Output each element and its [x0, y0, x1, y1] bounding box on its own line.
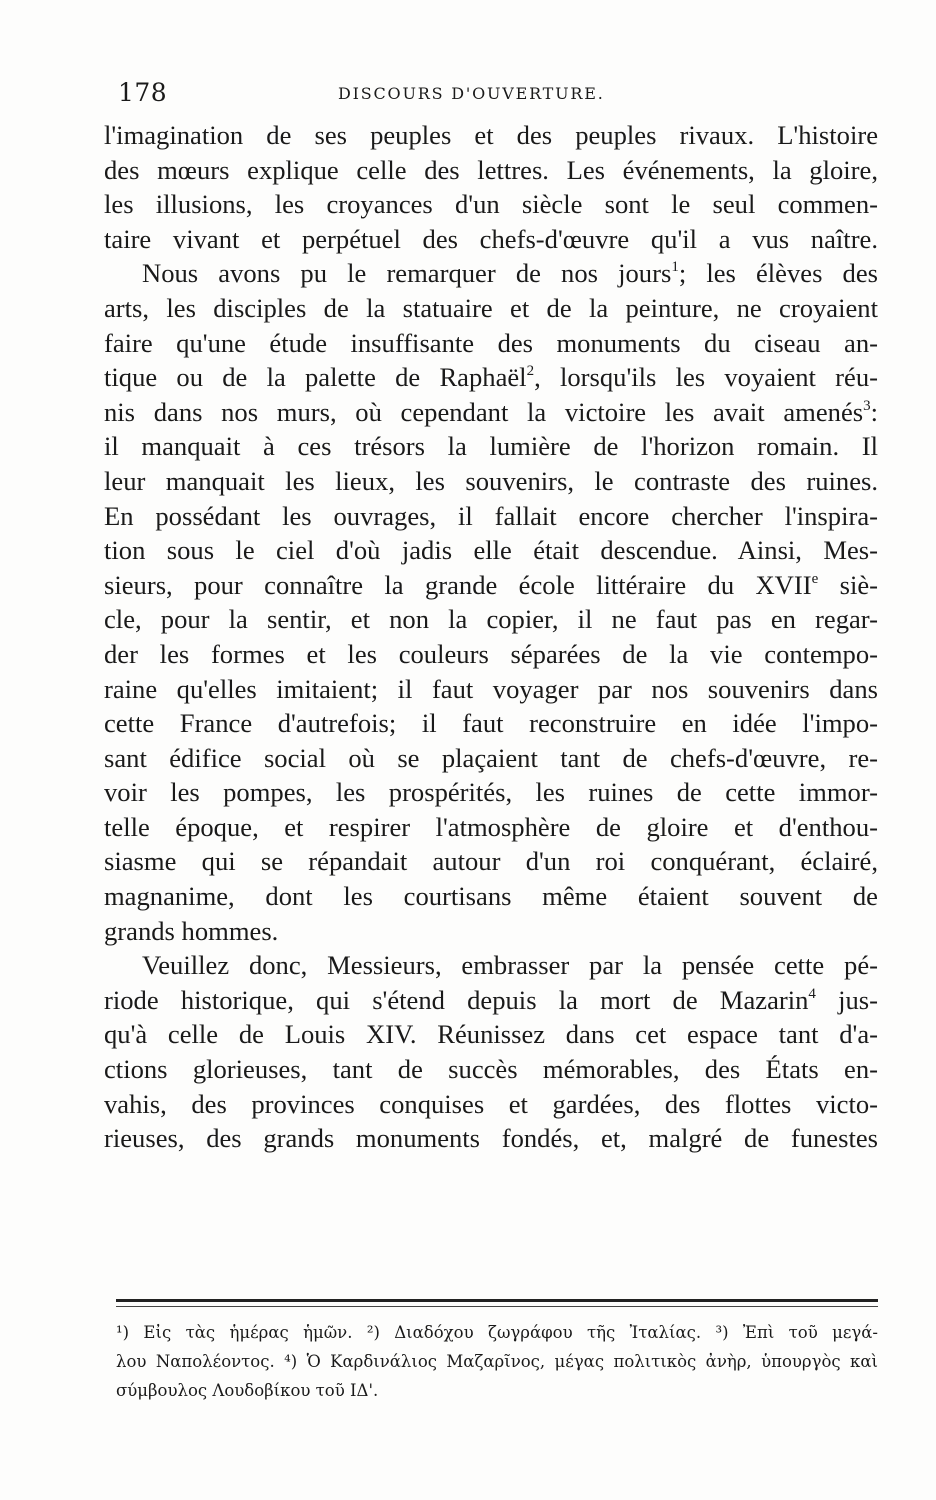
text-line: il manquait à ces trésors la lumière de l'horizon romain. Il — [104, 431, 878, 462]
text-line: der les formes et les couleurs séparées de la vie contempo- — [104, 638, 878, 669]
footnote-divider — [116, 1299, 878, 1302]
text-line — [104, 395, 878, 430]
text-line: tion sous le ciel d'où jadis elle était descendue. Ainsi, Mes- — [104, 535, 878, 566]
text-line: cle, pour la sentir, et non la copier, il ne faut pas en regar- — [104, 604, 878, 635]
footnote-line: σύμβουλος Λουδοβίκου τοῦ ΙΔ'. — [116, 1381, 379, 1400]
text-segment: sieurs, pour connaître la grande école littéraire du XVII — [104, 569, 812, 600]
text-segment: , lorsqu'ils les voyaient réu- — [534, 362, 878, 393]
text-line: vahis, des provinces conquises et gardées, des flottes victo- — [104, 1088, 878, 1119]
text-line: magnanime, dont les courtisans même étaient souvent de — [104, 881, 878, 912]
text-line: telle époque, et respirer l'atmosphère de gloire et d'enthou- — [104, 811, 878, 842]
text-line: faire qu'une étude insuffisante des monuments du ciseau an- — [104, 327, 878, 358]
text-line — [104, 983, 878, 1018]
text-line: grands hommes. — [104, 915, 279, 946]
text-segment: ; les élèves des — [678, 258, 878, 289]
text-segment: nis dans nos murs, où cependant la victoire les avait amenés — [104, 396, 864, 427]
text-segment: riode historique, qui s'étend depuis la mort de Mazarin — [104, 984, 809, 1015]
footnotes — [116, 1318, 878, 1405]
text-line: leur manquait les lieux, les souvenirs, le contraste des ruines. — [104, 465, 878, 496]
running-head: DISCOURS D'OUVERTURE. — [338, 84, 605, 103]
text-line: rieuses, des grands monuments fondés, et, malgré de funestes — [104, 1123, 878, 1154]
text-line: arts, les disciples de la statuaire et de la peinture, ne croyaient — [104, 292, 878, 323]
text-line: taire vivant et perpétuel des chefs-d'œuvre qu'il a vus naître. — [104, 223, 878, 254]
footnote-line: λου Ναπολέοντος. ⁴) Ὁ Καρδινάλιος Μαζαρῖνος, μέγας πολιτικὸς ἀνὴρ, ὑπουργὸς καὶ — [116, 1352, 878, 1371]
text-segment: : — [870, 396, 878, 427]
text-line: siasme qui se répandait autour d'un roi conquérant, éclairé, — [104, 846, 878, 877]
text-line — [104, 360, 878, 395]
text-segment: Nous avons pu le remarquer de nos jours — [142, 258, 672, 289]
footnote-divider-thin — [116, 1306, 878, 1307]
text-line — [104, 568, 878, 603]
text-segment: jus- — [815, 984, 878, 1015]
page-header — [118, 78, 878, 110]
footnote-ref: 4 — [808, 985, 816, 1002]
text-line: sant édifice social où se plaçaient tant de chefs-d'œuvre, re- — [104, 742, 878, 773]
text-line: cette France d'autrefois; il faut reconstruire en idée l'impo- — [104, 708, 878, 739]
footnote-ref: 1 — [671, 259, 679, 276]
page-number: 178 — [118, 78, 168, 107]
text-segment: siè- — [818, 569, 878, 600]
text-segment: tique ou de la palette de Raphaël — [104, 362, 527, 393]
text-line: voir les pompes, les prospérités, les ruines de cette immor- — [104, 777, 878, 808]
footnote-line: ¹) Εἰς τὰς ἡμέρας ἡμῶν. ²) Διαδόχου ζωγράφου τῆς Ἰταλίας. ³) Ἐπὶ τοῦ μεγά- — [116, 1323, 878, 1342]
text-line: raine qu'elles imitaient; il faut voyager par nos souvenirs dans — [104, 673, 878, 704]
text-line: qu'à celle de Louis XIV. Réunissez dans cet espace tant d'a- — [104, 1019, 878, 1050]
footnote-ref: 3 — [863, 397, 871, 414]
text-line: des mœurs explique celle des lettres. Les événements, la gloire, — [104, 154, 878, 185]
text-line — [104, 256, 878, 291]
body-text — [104, 118, 878, 1156]
text-line: Veuillez donc, Messieurs, embrasser par la pensée cette pé- — [142, 950, 878, 981]
superscript: e — [811, 570, 819, 587]
text-line: l'imagination de ses peuples et des peuples rivaux. L'histoire — [104, 120, 878, 150]
text-line: les illusions, les croyances d'un siècle sont le seul commen- — [104, 189, 878, 220]
footnote-ref: 2 — [526, 363, 535, 380]
text-line: En possédant les ouvrages, il fallait encore chercher l'inspira- — [104, 500, 878, 531]
text-line: ctions glorieuses, tant de succès mémorables, des États en- — [104, 1054, 878, 1085]
